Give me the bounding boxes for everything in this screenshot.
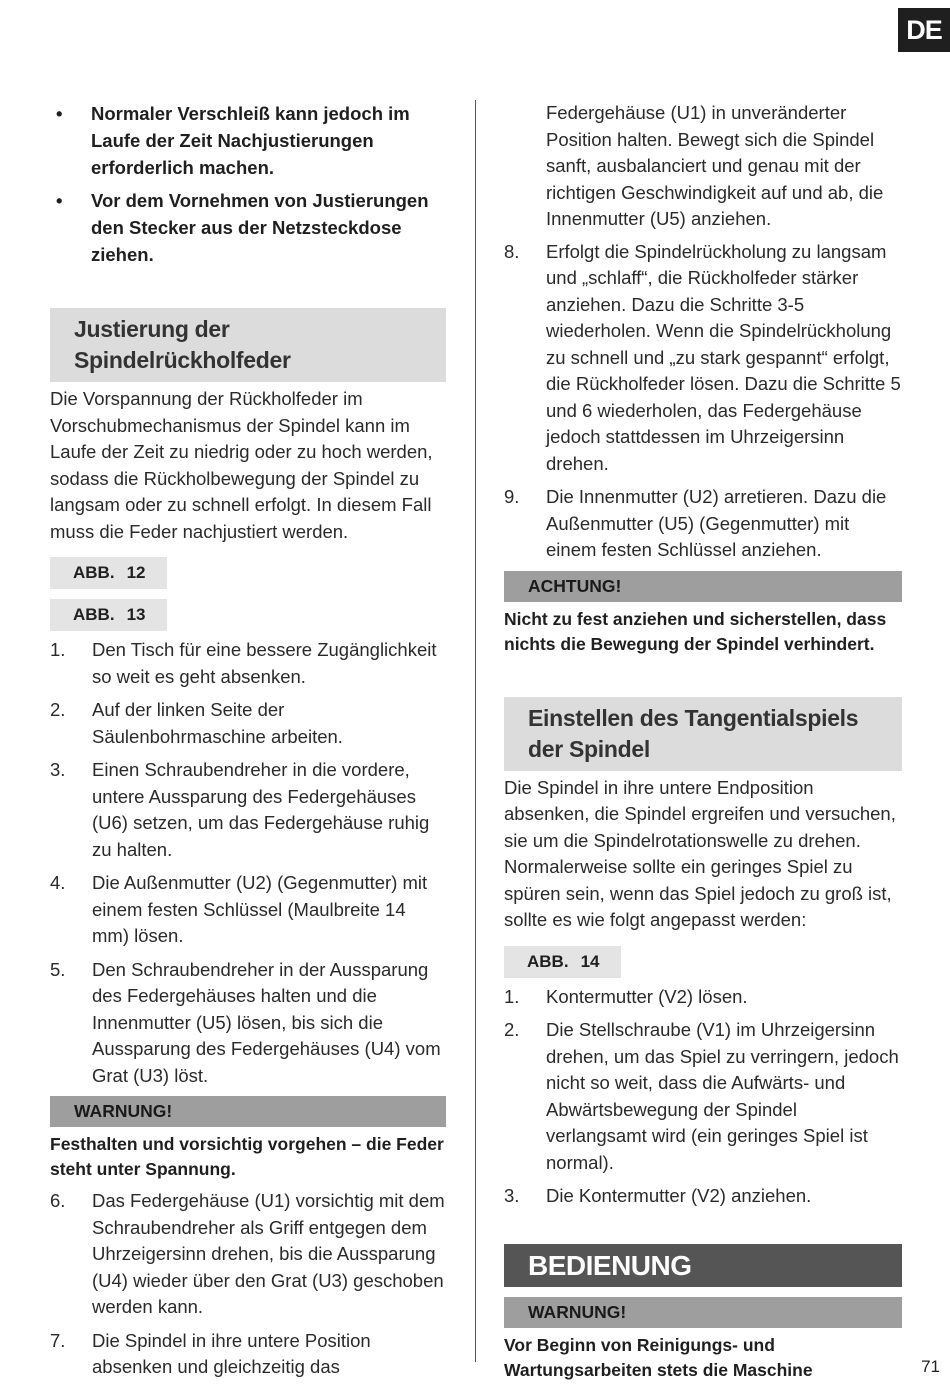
warning-label: WARNUNG! [504, 1297, 902, 1328]
bullet-dot: • [56, 190, 63, 211]
step-item: 5. Den Schraubendreher in der Aussparung des Federgehäuses halten und die Innenmutter (U5) lösen, bis sich die Aussparung des Federgehäuses (U4) vom Grat (U3) löst. [50, 958, 441, 1086]
section-heading: Einstellen des Tangentialspiels der Spindel [504, 697, 902, 771]
step-item: 2. Auf der linken Seite der Säulenbohrmaschine arbeiten. [50, 699, 343, 747]
step-item: 7. Die Spindel in ihre untere Position absenken und gleichzeitig das [50, 1329, 371, 1377]
figure-ref: ABB. 12 [50, 557, 167, 589]
figure-ref: ABB. 14 [504, 946, 621, 978]
bullet-item: • Normaler Verschleiß kann jedoch im Laufe der Zeit Nachjustierungen erforderlich machen. [50, 100, 446, 181]
step-item: 4. Die Außenmutter (U2) (Gegenmutter) mit einem festen Schlüssel (Maulbreite 14 mm) lösen. [50, 872, 428, 946]
right-column [504, 100, 902, 1383]
section-heading: Justierung der Spindelrückholfeder [50, 308, 446, 382]
bullet-dot: • [56, 103, 63, 124]
figure-refs [50, 549, 446, 631]
warning-label: WARNUNG! [50, 1096, 446, 1127]
step-list [50, 637, 446, 1089]
step-item: 9. Die Innenmutter (U2) arretieren. Dazu die Außenmutter (U5) (Gegenmutter) mit einem festen Schlüssel anziehen. [504, 486, 887, 560]
step-item: 1. Kontermutter (V2) lösen. [504, 985, 748, 1007]
caution-label: ACHTUNG! [504, 571, 902, 602]
step-item: 1. Den Tisch für eine bessere Zugänglichkeit so weit es geht absenken. [50, 639, 437, 687]
step-list [50, 1188, 446, 1381]
step-item: 8. Erfolgt die Spindelrückholung zu langsam und „schlaff“, die Rückholfeder stärker anziehen. Dazu die Schritte 3-5 wiederholen. Wenn die Spindelrückholung zu schnell und „zu stark gespannt“ erfolgt, die Rückholfeder lösen. Dazu die Schritte 5 und 6 wiederholen, das Federgehäuse jedoch stattdessen im Uhrzeigersinn drehen. [504, 240, 901, 474]
column-divider [475, 100, 476, 1362]
bullet-list [50, 100, 446, 268]
step-list [504, 984, 902, 1210]
left-column [50, 100, 446, 1388]
figure-refs [504, 938, 902, 978]
caution-text: Nicht zu fest anziehen und sicherstellen, dass nichts die Bewegung der Spindel verhindert. [504, 608, 887, 654]
step-item: 6. Das Federgehäuse (U1) vorsichtig mit dem Schraubendreher als Griff entgegen dem Uhrzeigersinn drehen, bis die Aussparung (U4) wieder über den Grat (U3) geschoben werden kann. [50, 1190, 445, 1317]
figure-ref: ABB. 13 [50, 599, 167, 631]
warning-text: Festhalten und vorsichtig vorgehen – die Feder steht unter Spannung. [50, 1134, 444, 1179]
step-item: 3. Die Kontermutter (V2) anziehen. [504, 1185, 812, 1206]
intro-paragraph: Die Spindel in ihre untere Endposition absenken, die Spindel ergreifen und versuchen, sie um die Spindelrotationswelle zu drehen. Normalerweise sollte ein geringes Spiel zu spüren sein, wenn das Spiel jedoch zu groß ist, sollte es wie folgt angepasst werden: [504, 776, 896, 930]
bullet-item: • Vor dem Vornehmen von Justierungen den Stecker aus der Netzsteckdose ziehen. [50, 187, 446, 268]
intro-paragraph: Die Vorspannung der Rückholfeder im Vorschubmechanismus der Spindel kann im Laufe der Zeit zu niedrig oder zu hoch werden, sodass die Rückholbewegung der Spindel zu langsam oder zu schnell erfolgt. In diesem Fall muss die Feder nachjustiert werden. [50, 388, 433, 542]
step-list [504, 239, 902, 564]
page-number: 71 [921, 1357, 940, 1376]
warning-text: Vor Beginn von Reinigungs- und Wartungsarbeiten stets die Maschine [504, 1334, 813, 1380]
section-title: BEDIENUNG [504, 1244, 902, 1287]
continued-step-text: Federgehäuse (U1) in unveränderter Position halten. Bewegt sich die Spindel sanft, ausbalanciert und genau mit der richtigen Geschwindigkeit auf und ab, die Innenmutter (U5) anziehen. [546, 102, 884, 229]
step-item: 2. Die Stellschraube (V1) im Uhrzeigersinn drehen, um das Spiel zu verringern, jedoch nicht so weit, dass die Aufwärts- und Abwärtsbewegung der Spindel verlangsamt wird (ein geringes Spiel ist normal). [504, 1019, 899, 1173]
step-item: 3. Einen Schraubendreher in die vordere, untere Aussparung des Federgehäuses (U6) setzen, um das Federgehäuse ruhig zu halten. [50, 759, 430, 860]
language-tab: DE [898, 8, 950, 52]
